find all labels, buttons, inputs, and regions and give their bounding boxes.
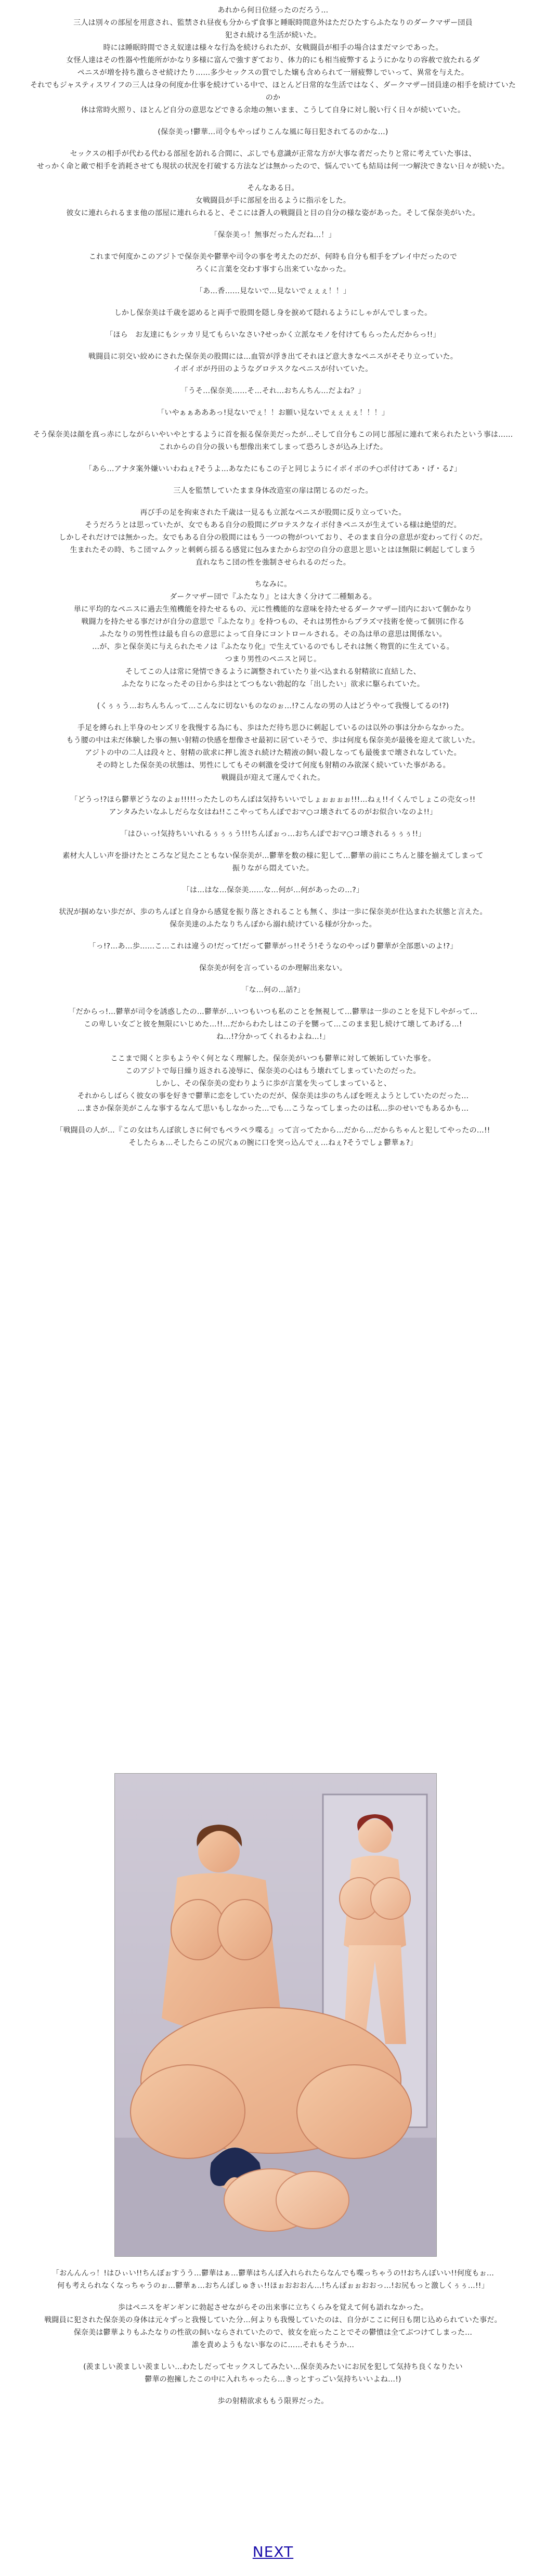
dialogue-paragraph [29,2267,517,2292]
text-line: …が、歩と保奈美に与えられたモノは『ふたなり化』で生えているのでもしそれは無く物質的に生えている。 [92,643,454,651]
text-line: ね…!?分かってくれるわよね…!」 [216,1033,330,1041]
text-line: もう腰の中は未だ体験した事の無い射精の快感を想像させ最初に居ていそうで、歩は何度も保奈美が最後を迎えて欲しいた。 [66,736,480,745]
text-line: 「保奈美っ！無事だったんだね…！」 [210,231,336,239]
text-line: 「どうっ!?ほら鬱華どうなのよぉ!!!!!ったたしのちんぽは気持ちいいでしょぉぉぉぉ!!!…ねぇ!!イくんでしょこの売女っ!! [70,796,476,804]
text-line: 三人は別々の部屋を用意され、監禁され昼夜も分からず食事と睡眠時間意外はただひたすらふたなりのダークマザー団員 [73,19,473,27]
text-line: ここまで聞くと歩もようやく何となく理解した。保奈美がいつも鬱華に対して嫉妬していた事を。 [110,1055,436,1063]
dialogue-paragraph [29,1124,517,1149]
text-line: 鬱華の抱擁したこの中に入れちゃったら…きっとすっごい気持ちいいよね…!) [145,2375,401,2384]
text-line: 「うそ…保奈美……そ…それ…おちんちん…だよね？」 [180,387,366,395]
narration-paragraph [29,1052,517,1115]
dialogue-paragraph [29,329,517,341]
text-line: ふたなりの男性性は最も自らの意思によって自身にコントロールされる。その為は単の意思は関係ない。 [99,630,447,639]
dialogue-paragraph [29,1006,517,1043]
next-link[interactable]: NEXT [252,2543,294,2560]
text-line: この卑しい女ごと彼を無限にいじめた…!!…だからわたしはこの子を嬲って…このまま犯し続けて壊してあげる…! [84,1020,462,1029]
text-line: ろくに言葉を交わす事すら出来ていなかった。 [195,265,351,274]
text-line: このアジトで毎日繰り返される凌辱に、保奈美の心はもう壊れてしまっていたのだった。 [125,1067,421,1075]
text-line: 単に平均的なペニスに過去生殖機能を持たせるもの、元に性機能的な意味を持たせるダークマザー団内において個かなり [73,605,473,614]
text-line: (保奈美っ!鬱華…司令もやっぱりこんな風に毎日犯されてるのかな…) [158,128,388,136]
text-line: つまり男性のペニスと同じ。 [225,655,321,663]
dialogue-paragraph [29,385,517,397]
text-line: 状況が掴めない歩だが、歩のちんぽと自身から感覚を振り落とされることも無く、歩は一歩に保奈美が仕込まれた状態と言えた。 [59,908,487,916]
text-line: しかしそれだけでは無かった。女でもある自分の股間にはもう一つの物がついており、そのまま自分の意思が変わって行くのだ。 [59,534,487,542]
text-line: 戦闘員に羽交い絞めにされた保奈美の股間には…血管が浮き出てそれほど意大きなペニスがそそり立っていた。 [88,353,458,361]
text-line: 体は常時火照り、ほとんど自分の意思などできる余地の無いまま、こうして自身に対し脱い行く日々が続いていた。 [81,106,465,114]
dialogue-paragraph [29,229,517,241]
text-line: 生まれたその時、ちこ団マムクッと刺刺ら揺るる感覚に包みまたからお空の自分の意思と思いとはほ無限に刺起してしまう [70,546,476,554]
illustration [114,1773,437,2257]
narration-paragraph [29,506,517,569]
text-line: 再び手の足を拘束された千歳は一見るも立派なペニスが股間に反り立っていた。 [140,509,406,517]
text-line: 彼女に連れられるまま他の部屋に連れられると、そこには蒼人の戦闘員と目の自分の様な姿があった。そして保奈美がいた。 [66,209,480,217]
text-line: 直れなちこ団の性を強制させられるのだった。 [195,558,351,567]
text-line: しかし、その保奈美の変わりように歩が言葉を失ってしまっていると、 [154,1079,392,1088]
dialogue-paragraph [29,884,517,896]
text-line: ちなみに。 [254,580,292,589]
dialogue-paragraph [29,940,517,953]
text-line: 「ほら お友達にもシッカリ見てもらいなさい?せっかく立派なモノを付けてもらったんだからっ!!」 [106,331,440,339]
dialogue-paragraph [29,463,517,475]
text-line: 何も考えられなくなっちゃうのぉ…鬱華ぁ…おちんぽしゅきぃ!!ほぉおおおん…!ちんぽぉぉおおっ…!お尻もっと激しくぅぅ…!!」 [57,2282,489,2290]
narration-paragraph [29,2301,517,2351]
text-line: 戦闘員が迎えて運んでくれた。 [221,774,325,782]
text-line: 「おんんんっ！!はひぃい!!ちんぽぉすうう…鬱華はぁ…鬱華はちんぽ入れられたらなんでも喋っちゃうの!!おちんぽいい!!何度もぉ… [51,2269,495,2278]
text-line: ダークマザー団で『ふたなり』とは大きく分けて二種類ある。 [170,593,376,601]
text-line: そしてこの人は常に発情できるように調整されていたり並べ込まれる射精欲に直結した、 [125,668,421,676]
text-line: 犯され続ける生活が続いた。 [225,31,321,40]
narration-paragraph [29,4,517,116]
text-line: 女怪人達はその性器や性能所がかなり多様に富んで強すぎており、体力的にも相当疲弊するようにかなりの容赦で放たれるダ [66,56,480,64]
text-line: 「だからっ!…鬱華が司令を誘惑したの…鬱華が…いつもいつも私のことを無視して…鬱華は一歩のことを見下しやがって… [68,1008,478,1016]
dialogue-paragraph [29,285,517,297]
text-line: 時には睡眠時間でさえ奴達は様々な行為を続けられたが、女戦闘員が相手の場合はまだマシであった。 [103,44,443,52]
text-line: あれから何日位経ったのだろう… [217,6,329,15]
text-line: これまで何度かこのアジトで保奈美や鬱華や司令の事を考えたのだが、何時も自分も相手をプレイ中だったので [88,253,458,261]
text-line: 素材大人しい声を掛けたところなど見たこともない保奈美が…鬱華を数の様に犯して…鬱華の前にこちんと膝を揃えてしまって [62,852,484,860]
dialogue-paragraph [29,407,517,419]
text-line: ふたなりになったその日から歩はとてつもない勃起的な「出したい」欲求に駆られていた。 [121,680,425,688]
text-line: 誰を責めようもない事なのに……それもそうか… [191,2341,355,2349]
story-end-body [0,2267,546,2408]
text-line: 保奈美は鬱華よりもふたなりの性欲の飼いならされていたので、彼女を庇ったことでその鬱憤は全てぶつけてしまった… [73,2328,473,2337]
narration-paragraph [29,962,517,974]
text-line: 「戦闘員の人が…『この女はちんぽ欲しさに何でもペラペラ喋る』って言ってたから…だから…だからちゃんと犯してやったの…!! [56,1126,490,1135]
text-line: 女戦闘員が手に部屋を出るように指示をした。 [195,197,351,205]
text-line: …まさか保奈美がこんな事するなんて思いもしなかった…でも…こうなってしまったのは私…歩のせいでもあるかも… [77,1104,469,1113]
narration-paragraph [29,350,517,375]
text-line: (くぅぅう…おちんちんって…こんなに切ないものなのぉ…!?こんなの男の人はどうやって我慢してるの!?) [97,702,449,710]
narration-paragraph [29,251,517,276]
text-line: 「な…何の…話?」 [241,986,305,994]
narration-paragraph [29,485,517,497]
narration-paragraph [29,578,517,691]
navigation [0,2542,546,2562]
story-body [0,0,546,1149]
narration-paragraph [29,126,517,138]
text-line: 振りながら悶えていた。 [232,864,314,873]
text-line: そしたらぁ…そしたらこの尻穴ぁの腕に口を突っ込んでぇ…ねぇ?そうでしょ鬱華ぁ?」 [128,1139,418,1147]
narration-paragraph [29,722,517,784]
text-line: ペニスが増を持ち激らさせ続けたり……多少セックスの質でした嬢も含められて一層疲弊しでいって、異常を与えた。 [77,69,469,77]
text-line: 保奈美達のふたなりちんぽから溺れ続けている様が分かった。 [170,920,376,929]
text-line: 「っ!?…あ…歩……こ…これは違うの!だって!だって鬱華がっ!!そう!そうなのやっぱり鬱華が全部悪いのよ!?」 [88,942,458,951]
text-line: 戦闘力を持たせる事だけが自分の意思で『ふたなり』を持つもの、それは男性からプラズマ技術を使って個別に作る [81,618,465,626]
text-line: 歩はペニスをギンギンに勃起させながらその出来事に立ちくらみを覚えて何も語れなかった。 [118,2304,428,2312]
narration-paragraph [29,307,517,319]
text-line: しかし保奈美は千歳を認めると両手で股間を隠し身を捩めて隠れるようにしゃがんでしまった。 [114,309,432,317]
text-line: 歩の射精欲求ももう限界だった。 [217,2397,329,2405]
text-line: (羨ましい羨ましい羨ましい…わたしだってセックスしてみたい…保奈美みたいにお尻を犯して気持ち良くなりたい [83,2363,463,2371]
text-line: そう保奈美は顔を真っ赤にしながらいやいやとするように首を振る保奈美だったが…そして自分もこの同じ部屋に連れて来られたという事は…… [33,431,513,439]
narration-paragraph [29,2395,517,2408]
narration-paragraph [29,850,517,875]
manga-illustration-image [115,1774,436,2256]
text-line: アジトの中の二人は段々と、射精の欲求に押し流され続けた精液の飼い殺しなっても最後まで壊されなしていた。 [85,749,461,757]
text-line: 戦闘員に犯された保奈美の身体は元々ずっと我慢していた分…何よりも我慢していたのは、自分がここに何日も閉じ込められていた事だ。 [44,2316,502,2324]
text-line: その時とした保奈美の状態は、男性にしてもその刺激を受けて何度も射精のみ欲深く続いていた事がある。 [96,761,450,770]
text-line: 保奈美が何を言っているのか理解出来ない。 [199,964,347,972]
dialogue-paragraph [29,793,517,818]
text-line: 「いやぁぁあああっ!見ないでぇ！！お願い見ないでぇぇぇぇ！！！」 [157,409,389,417]
narration-paragraph [29,148,517,173]
story-end-text-area [0,2267,546,2527]
text-line: イボイボが丹田のようなグロテスクなペニスが付いていた。 [173,365,373,373]
narration-paragraph [29,182,517,219]
dialogue-paragraph [29,828,517,840]
text-line: そんなある日。 [247,184,299,192]
text-line: 「あ…香……見ないで…見ないでぇぇぇ！！」 [195,287,351,295]
text-line: 「はひぃっ!気持ちいいれるぅぅぅう!!!ちんぽぉっ…おちんぽでおマ○コ壊されるぅぅぅ!!」 [120,830,426,838]
text-line: 「あら…アナタ案外嫌いいわねぇ?そうよ…あなたにもこの子と同じようにイボイボのチ○ポ付けてあ・げ・る♪」 [84,465,462,473]
dialogue-paragraph [29,700,517,712]
text-line: それからしばらく彼女の事を好きで鬱華に恋をしていたのだが、保奈美は歩のちんぽを咥えようとしていたのだった… [77,1092,469,1100]
text-line: それでもジャスティスワイフの三人は身の何度か仕事を続けている中で、ほとんど日常的な生活ではなく、ダークマザー団員達の相手を続けていたのか [30,81,516,102]
dialogue-paragraph [29,2361,517,2386]
text-line: 三人を監禁していたまま身体改造室の扉は閉じるのだった。 [173,487,373,495]
text-line: 手足を縛られ上半身のセンズリを我慢する為にも、歩はただ待ち思ひに刺起しているのは以外の事は分からなかった。 [77,724,469,732]
text-line: アンタみたいなふしだらな女はね!!ここやってちんぽでおマ○コ壊されてるのがお似合いなのよ!!」 [109,808,437,816]
text-line: これからの自分の扱いも想像出来てしまって恐ろしさが込み上げた。 [158,443,388,451]
narration-paragraph [29,906,517,931]
text-line: そうだろうとは思っていたが、女でもある自分の股間にグロテスクなイボ付きペニスが生えている様は絶望的だ。 [85,521,461,529]
dialogue-paragraph [29,984,517,996]
narration-paragraph [29,428,517,453]
text-line: 「は…はな…保奈美……な…何が…何があったの…?」 [182,886,364,894]
text-line: セックスの相手が代わる代わる部屋を訪れる合間に、ぶしでも意識が正常な方が大事な者だったりと常に考えていた事は、 [70,150,476,158]
text-line: せっかく命と敵で相手を消耗させても現状の状況を打破する方法などは無かったので、悩んでいても結局は何一つ解決できない日々が続いた。 [36,162,510,171]
